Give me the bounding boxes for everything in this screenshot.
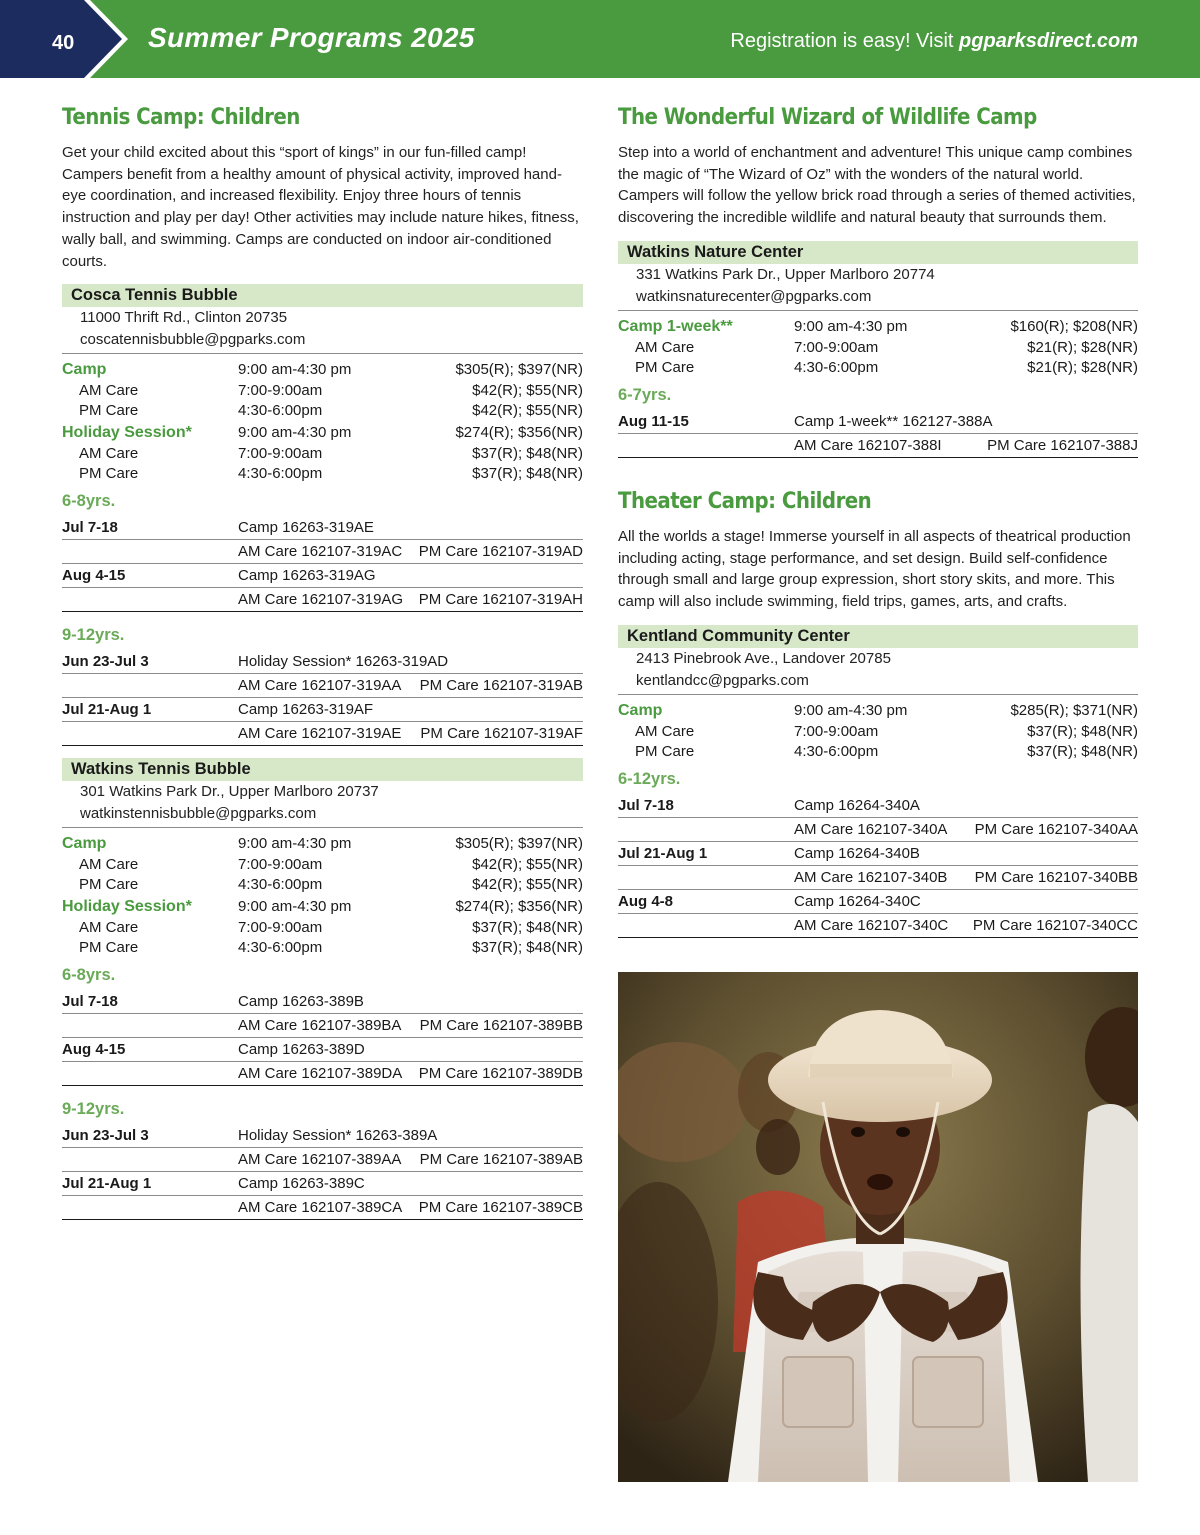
session-camp-code: Camp 16263-319AG (238, 567, 376, 585)
session-row (618, 842, 1138, 866)
price-time: 9:00 am-4:30 pm (238, 424, 352, 442)
price-row (62, 444, 583, 464)
tennis-camp-section (62, 100, 583, 1220)
am-care-code: AM Care 162107-389DA (238, 1065, 403, 1083)
price-label: PM Care (79, 402, 139, 420)
price-label: AM Care (79, 919, 139, 937)
session-date: Aug 4-15 (62, 1041, 126, 1059)
registration-link[interactable]: pgparksdirect.com (959, 30, 1138, 52)
theater-camp-section (618, 484, 1138, 938)
price-time: 4:30-6:00pm (794, 742, 879, 760)
location-email[interactable]: coscatennisbubble@pgparks.com (80, 331, 306, 349)
price-row (62, 895, 583, 918)
session-care-row (618, 818, 1138, 842)
price-amount: $37(R); $48(NR) (472, 919, 583, 937)
session-care-row (62, 1062, 583, 1086)
pm-care-code: PM Care 162107-340CC (972, 916, 1138, 934)
session-camp-code: Camp 16263-389B (238, 993, 364, 1011)
session-date: Jul 7-18 (62, 993, 118, 1011)
session-row (618, 794, 1138, 818)
location-name: Kentland Community Center (618, 625, 1138, 648)
price-row (62, 421, 583, 444)
session-table (618, 410, 1138, 458)
session-care-row (62, 674, 583, 698)
age-group-label: 9-12yrs. (62, 626, 125, 645)
am-care-code: AM Care 162107-340A (794, 820, 948, 838)
am-care-code: AM Care 162107-388I (794, 436, 942, 454)
price-row (62, 464, 583, 484)
pm-care-code: PM Care 162107-319AB (419, 677, 583, 695)
price-row (62, 358, 583, 381)
location-name: Watkins Tennis Bubble (62, 758, 583, 781)
price-amount: $21(R); $28(NR) (1027, 358, 1138, 376)
price-amount: $42(R); $55(NR) (472, 402, 583, 420)
am-care-code: AM Care 162107-319AG (238, 591, 404, 609)
session-care-row (62, 1148, 583, 1172)
page-header (0, 0, 1200, 78)
price-amount: $305(R); $397(NR) (455, 361, 583, 379)
pm-care-code: PM Care 162107-319AF (420, 725, 583, 743)
price-row (618, 315, 1138, 338)
price-row (62, 918, 583, 938)
price-amount: $37(R); $48(NR) (1027, 722, 1138, 740)
session-care-row (62, 1014, 583, 1038)
session-date: Jul 21-Aug 1 (618, 844, 708, 862)
age-group-label: 6-8yrs. (62, 966, 116, 985)
session-date: Jun 23-Jul 3 (62, 1127, 149, 1145)
page-title: Summer Programs 2025 (148, 22, 475, 53)
price-label: AM Care (635, 722, 695, 740)
price-amount: $274(R); $356(NR) (455, 424, 583, 442)
price-row (62, 401, 583, 421)
right-column (618, 100, 1138, 938)
price-time: 7:00-9:00am (238, 856, 323, 874)
session-row (618, 410, 1138, 434)
price-time: 4:30-6:00pm (238, 465, 323, 483)
price-amount: $37(R); $48(NR) (472, 445, 583, 463)
session-row (62, 1124, 583, 1148)
session-table (62, 650, 583, 746)
location-email[interactable]: watkinstennisbubble@pgparks.com (80, 805, 317, 823)
section-description: Step into a world of enchantment and adventure! This unique camp combines the magic of “The Wizard of Oz” with the wonders of the natural world. Campers will follow the yellow brick road through a series of themed activities, discovering the incredible wildlife and natural beauty that surrounds them. (618, 144, 1136, 227)
price-row (62, 832, 583, 855)
pm-care-code: PM Care 162107-340AA (974, 820, 1138, 838)
price-time: 4:30-6:00pm (794, 358, 879, 376)
location-cosca (62, 284, 583, 746)
registration-text: Registration is easy! Visit (730, 30, 960, 52)
session-care-row (62, 722, 583, 746)
session-care-row (618, 914, 1138, 938)
price-label: Holiday Session* (62, 898, 192, 916)
location-address-block (618, 648, 1138, 695)
session-date: Jun 23-Jul 3 (62, 653, 149, 671)
location-email[interactable]: watkinsnaturecenter@pgparks.com (636, 287, 872, 305)
price-amount: $42(R); $55(NR) (472, 876, 583, 894)
price-time: 7:00-9:00am (238, 445, 323, 463)
session-camp-code: Camp 16264-340B (794, 844, 920, 862)
session-row (62, 1038, 583, 1062)
price-amount: $305(R); $397(NR) (455, 835, 583, 853)
price-row (62, 855, 583, 875)
session-camp-code: Camp 16263-389D (238, 1041, 365, 1059)
location-address-block (618, 264, 1138, 311)
age-group-label: 6-7yrs. (618, 385, 672, 404)
age-group-label: 6-8yrs. (62, 492, 116, 511)
pm-care-code: PM Care 162107-388J (987, 436, 1138, 454)
session-date: Aug 4-15 (62, 567, 126, 585)
price-time: 4:30-6:00pm (238, 876, 323, 894)
registration-note (730, 30, 1138, 53)
price-row (62, 875, 583, 895)
session-row (618, 890, 1138, 914)
price-amount: $285(R); $371(NR) (1010, 701, 1138, 719)
session-camp-code: Camp 16264-340A (794, 796, 920, 814)
price-label: Camp (618, 701, 663, 719)
session-date: Aug 4-8 (618, 892, 674, 910)
price-label: PM Care (79, 465, 139, 483)
am-care-code: AM Care 162107-319AC (238, 543, 403, 561)
price-row (618, 722, 1138, 742)
session-date: Jul 21-Aug 1 (62, 701, 152, 719)
pm-care-code: PM Care 162107-389CB (418, 1199, 583, 1217)
price-amount: $42(R); $55(NR) (472, 856, 583, 874)
location-address-block (62, 307, 583, 354)
child-in-safari-hat-photo (618, 972, 1138, 1482)
price-table (62, 832, 583, 958)
session-row (62, 698, 583, 722)
session-camp-code: Camp 16263-319AE (238, 519, 374, 537)
session-row (62, 650, 583, 674)
price-label: PM Care (79, 876, 139, 894)
am-care-code: AM Care 162107-340B (794, 868, 948, 886)
price-time: 7:00-9:00am (794, 338, 879, 356)
session-date: Jul 7-18 (62, 519, 118, 537)
price-label: Camp (62, 835, 107, 853)
price-time: 9:00 am-4:30 pm (794, 701, 908, 719)
am-care-code: AM Care 162107-389BA (238, 1017, 402, 1035)
age-group-label: 9-12yrs. (62, 1100, 125, 1119)
section-title: Tennis Camp: Children (62, 105, 300, 130)
location-email[interactable]: kentlandcc@pgparks.com (636, 671, 809, 689)
location-name: Cosca Tennis Bubble (62, 284, 583, 307)
session-date: Jul 21-Aug 1 (62, 1175, 152, 1193)
pm-care-code: PM Care 162107-389DB (418, 1065, 583, 1083)
price-time: 4:30-6:00pm (238, 939, 323, 957)
price-label: Camp 1-week** (618, 317, 733, 335)
pm-care-code: PM Care 162107-389BB (419, 1017, 583, 1035)
price-row (618, 699, 1138, 722)
session-table (62, 990, 583, 1086)
price-label: AM Care (79, 382, 139, 400)
session-camp-code: Holiday Session* 16263-319AD (238, 653, 449, 671)
price-label: PM Care (635, 742, 695, 760)
price-amount: $42(R); $55(NR) (472, 382, 583, 400)
session-date: Jul 7-18 (618, 796, 674, 814)
price-time: 9:00 am-4:30 pm (238, 835, 352, 853)
session-camp-code: Camp 16264-340C (794, 892, 921, 910)
price-amount: $37(R); $48(NR) (472, 939, 583, 957)
session-camp-code: Holiday Session* 16263-389A (238, 1127, 438, 1145)
price-label: AM Care (79, 856, 139, 874)
price-row (618, 358, 1138, 378)
session-care-row (62, 588, 583, 612)
session-care-row (618, 434, 1138, 458)
page-number: 40 (52, 32, 75, 54)
price-label: Camp (62, 361, 107, 379)
location-address: 331 Watkins Park Dr., Upper Marlboro 20774 (636, 265, 935, 283)
price-time: 7:00-9:00am (794, 722, 879, 740)
am-care-code: AM Care 162107-319AA (238, 677, 402, 695)
wizard-camp-section (618, 100, 1138, 458)
price-time: 9:00 am-4:30 pm (794, 317, 908, 335)
location-watkins-tennis (62, 758, 583, 1220)
price-amount: $274(R); $356(NR) (455, 898, 583, 916)
price-time: 7:00-9:00am (238, 382, 323, 400)
section-description: All the worlds a stage! Immerse yourself in all aspects of theatrical production including acting, stage performance, and set design. Build self-confidence through small and large group expression, short story skits, and more. This camp will also include swimming, field trips, games, arts, and crafts. (618, 527, 1131, 610)
session-care-row (62, 540, 583, 564)
price-time: 9:00 am-4:30 pm (238, 898, 352, 916)
price-amount: $37(R); $48(NR) (472, 465, 583, 483)
price-row (62, 381, 583, 401)
location-address: 301 Watkins Park Dr., Upper Marlboro 20737 (80, 783, 379, 801)
session-row (62, 1172, 583, 1196)
price-label: AM Care (635, 338, 695, 356)
am-care-code: AM Care 162107-389AA (238, 1151, 402, 1169)
section-title: The Wonderful Wizard of Wildlife Camp (618, 105, 1037, 130)
price-row (618, 338, 1138, 358)
price-time: 4:30-6:00pm (238, 402, 323, 420)
price-table (62, 358, 583, 484)
price-row (618, 742, 1138, 762)
session-row (62, 990, 583, 1014)
session-date: Aug 11-15 (618, 412, 689, 430)
am-care-code: AM Care 162107-340C (794, 916, 949, 934)
price-time: 7:00-9:00am (238, 919, 323, 937)
session-table (62, 516, 583, 612)
session-row (62, 516, 583, 540)
price-amount: $21(R); $28(NR) (1027, 338, 1138, 356)
location-address: 11000 Thrift Rd., Clinton 20735 (80, 309, 288, 327)
location-address: 2413 Pinebrook Ave., Landover 20785 (636, 649, 891, 667)
age-group-label: 6-12yrs. (618, 769, 681, 788)
price-label: PM Care (635, 358, 695, 376)
price-amount: $37(R); $48(NR) (1027, 742, 1138, 760)
session-table (618, 794, 1138, 938)
section-description: Get your child excited about this “sport of kings” in our fun-filled camp! Campers benefit from a healthy amount of physical activity, improved hand-eye coordination, and increased flexibility. Enjoy three hours of tennis instruction and play per day! Other activities may include nature hikes, fitness, wally ball, and swimming. Camps are conducted on indoor air-conditioned courts. (62, 144, 579, 270)
session-camp-code: Camp 1-week** 162127-388A (794, 412, 993, 430)
location-address-block (62, 781, 583, 828)
session-camp-code: Camp 16263-389C (238, 1175, 365, 1193)
pm-care-code: PM Care 162107-389AB (419, 1151, 583, 1169)
session-care-row (62, 1196, 583, 1220)
session-table (62, 1124, 583, 1220)
price-label: Holiday Session* (62, 424, 192, 442)
session-camp-code: Camp 16263-319AF (238, 701, 374, 719)
location-name: Watkins Nature Center (618, 241, 1138, 264)
pm-care-code: PM Care 162107-319AD (418, 543, 583, 561)
am-care-code: AM Care 162107-319AE (238, 725, 402, 743)
session-care-row (618, 866, 1138, 890)
pm-care-code: PM Care 162107-340BB (974, 868, 1138, 886)
price-label: PM Care (79, 939, 139, 957)
price-label: AM Care (79, 445, 139, 463)
session-row (62, 564, 583, 588)
pm-care-code: PM Care 162107-319AH (418, 591, 583, 609)
price-amount: $160(R); $208(NR) (1010, 317, 1138, 335)
price-table (618, 699, 1138, 762)
section-title: Theater Camp: Children (618, 488, 872, 514)
price-row (62, 938, 583, 958)
am-care-code: AM Care 162107-389CA (238, 1199, 403, 1217)
price-table (618, 315, 1138, 378)
price-time: 9:00 am-4:30 pm (238, 361, 352, 379)
